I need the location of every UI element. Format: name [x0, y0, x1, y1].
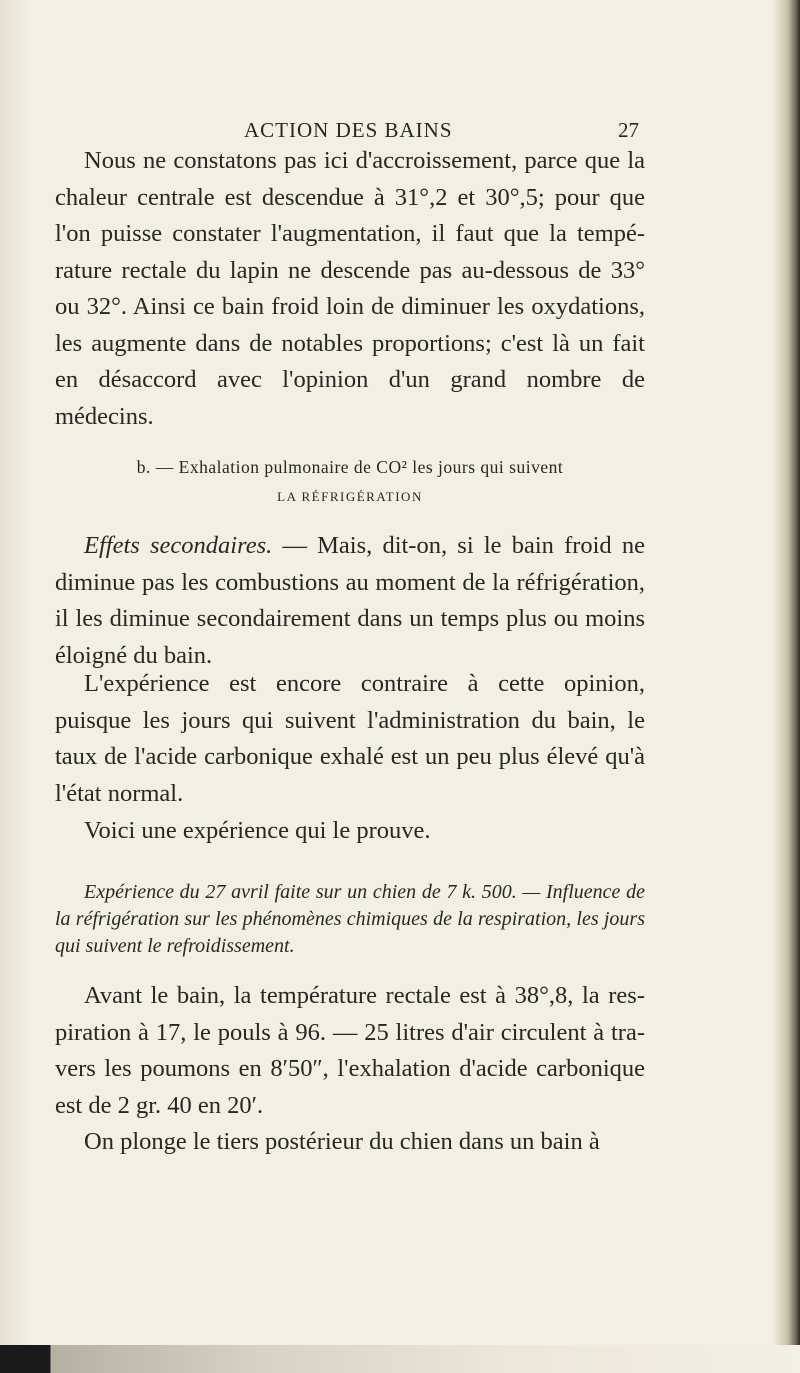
paragraph-experience-contrary: L'expérience est encore contraire à cette opinion, puisque les jours qui suivent l'administration du bain, le taux de l'acide carbonique exhalé est un peu plus élevé qu'à l'état normal.: [55, 670, 645, 807]
page-edge-shadow: [772, 0, 800, 1373]
section-heading-line1: b. — Exhalation pulmonaire de CO² les jours qui suivent: [136, 457, 564, 477]
paragraph-body: — Mais, dit-on, si le bain froid ne diminue pas les combustions au moment de la réfrigération, il les diminue secondairement dans un temps plus ou moins éloigné du bain.: [55, 532, 646, 669]
paragraph-secondary-effects: [55, 528, 645, 674]
paragraph-oxidation: Nous ne constatons pas ici d'accroissement, parce que la chaleur centrale est descendue à 31°,2 et 30°,5; pour que l'on puisse constater l'augmentation, il faut que la température rectale du lapin ne descende pas au-dessous de 33° ou 32°. Ainsi ce bain froid loin de diminuer les oxydations, les augmente dans de notables proportions; c'est là un fait en désaccord avec l'opinion d'un grand nombre de médecins.: [55, 147, 645, 430]
running-head: [0, 118, 800, 146]
scan-bottom-edge: [0, 1345, 800, 1373]
paragraph-before-bath: Avant le bain, la température rectale est à 38°,8, la respiration à 17, le pouls à 96. — 25 litres d'air circulent à travers les poumons en 8′50″, l'exhalation d'acide carbonique est de 2 gr. 40 en 20′.: [55, 982, 645, 1119]
section-heading: [55, 453, 645, 511]
paragraph-immersion: On plonge le tiers postérieur du chien dans un bain à: [84, 1128, 600, 1155]
page-gutter-shade: [0, 0, 30, 1373]
experiment-caption: Expérience du 27 avril faite sur un chien de 7 k. 500. — Influence de la réfrigération sur les phénomènes chimiques de la respiration, les jours qui suivent le refroidissement.: [55, 881, 645, 957]
page-number: 27: [618, 118, 639, 142]
running-head-title: ACTION DES BAINS: [244, 118, 453, 142]
section-heading-line2: LA RÉFRIGÉRATION: [277, 489, 423, 504]
paragraph-proof-intro: Voici une expérience qui le prouve.: [84, 817, 431, 844]
paragraph-lead-italic: Effets secondaires.: [84, 532, 273, 559]
